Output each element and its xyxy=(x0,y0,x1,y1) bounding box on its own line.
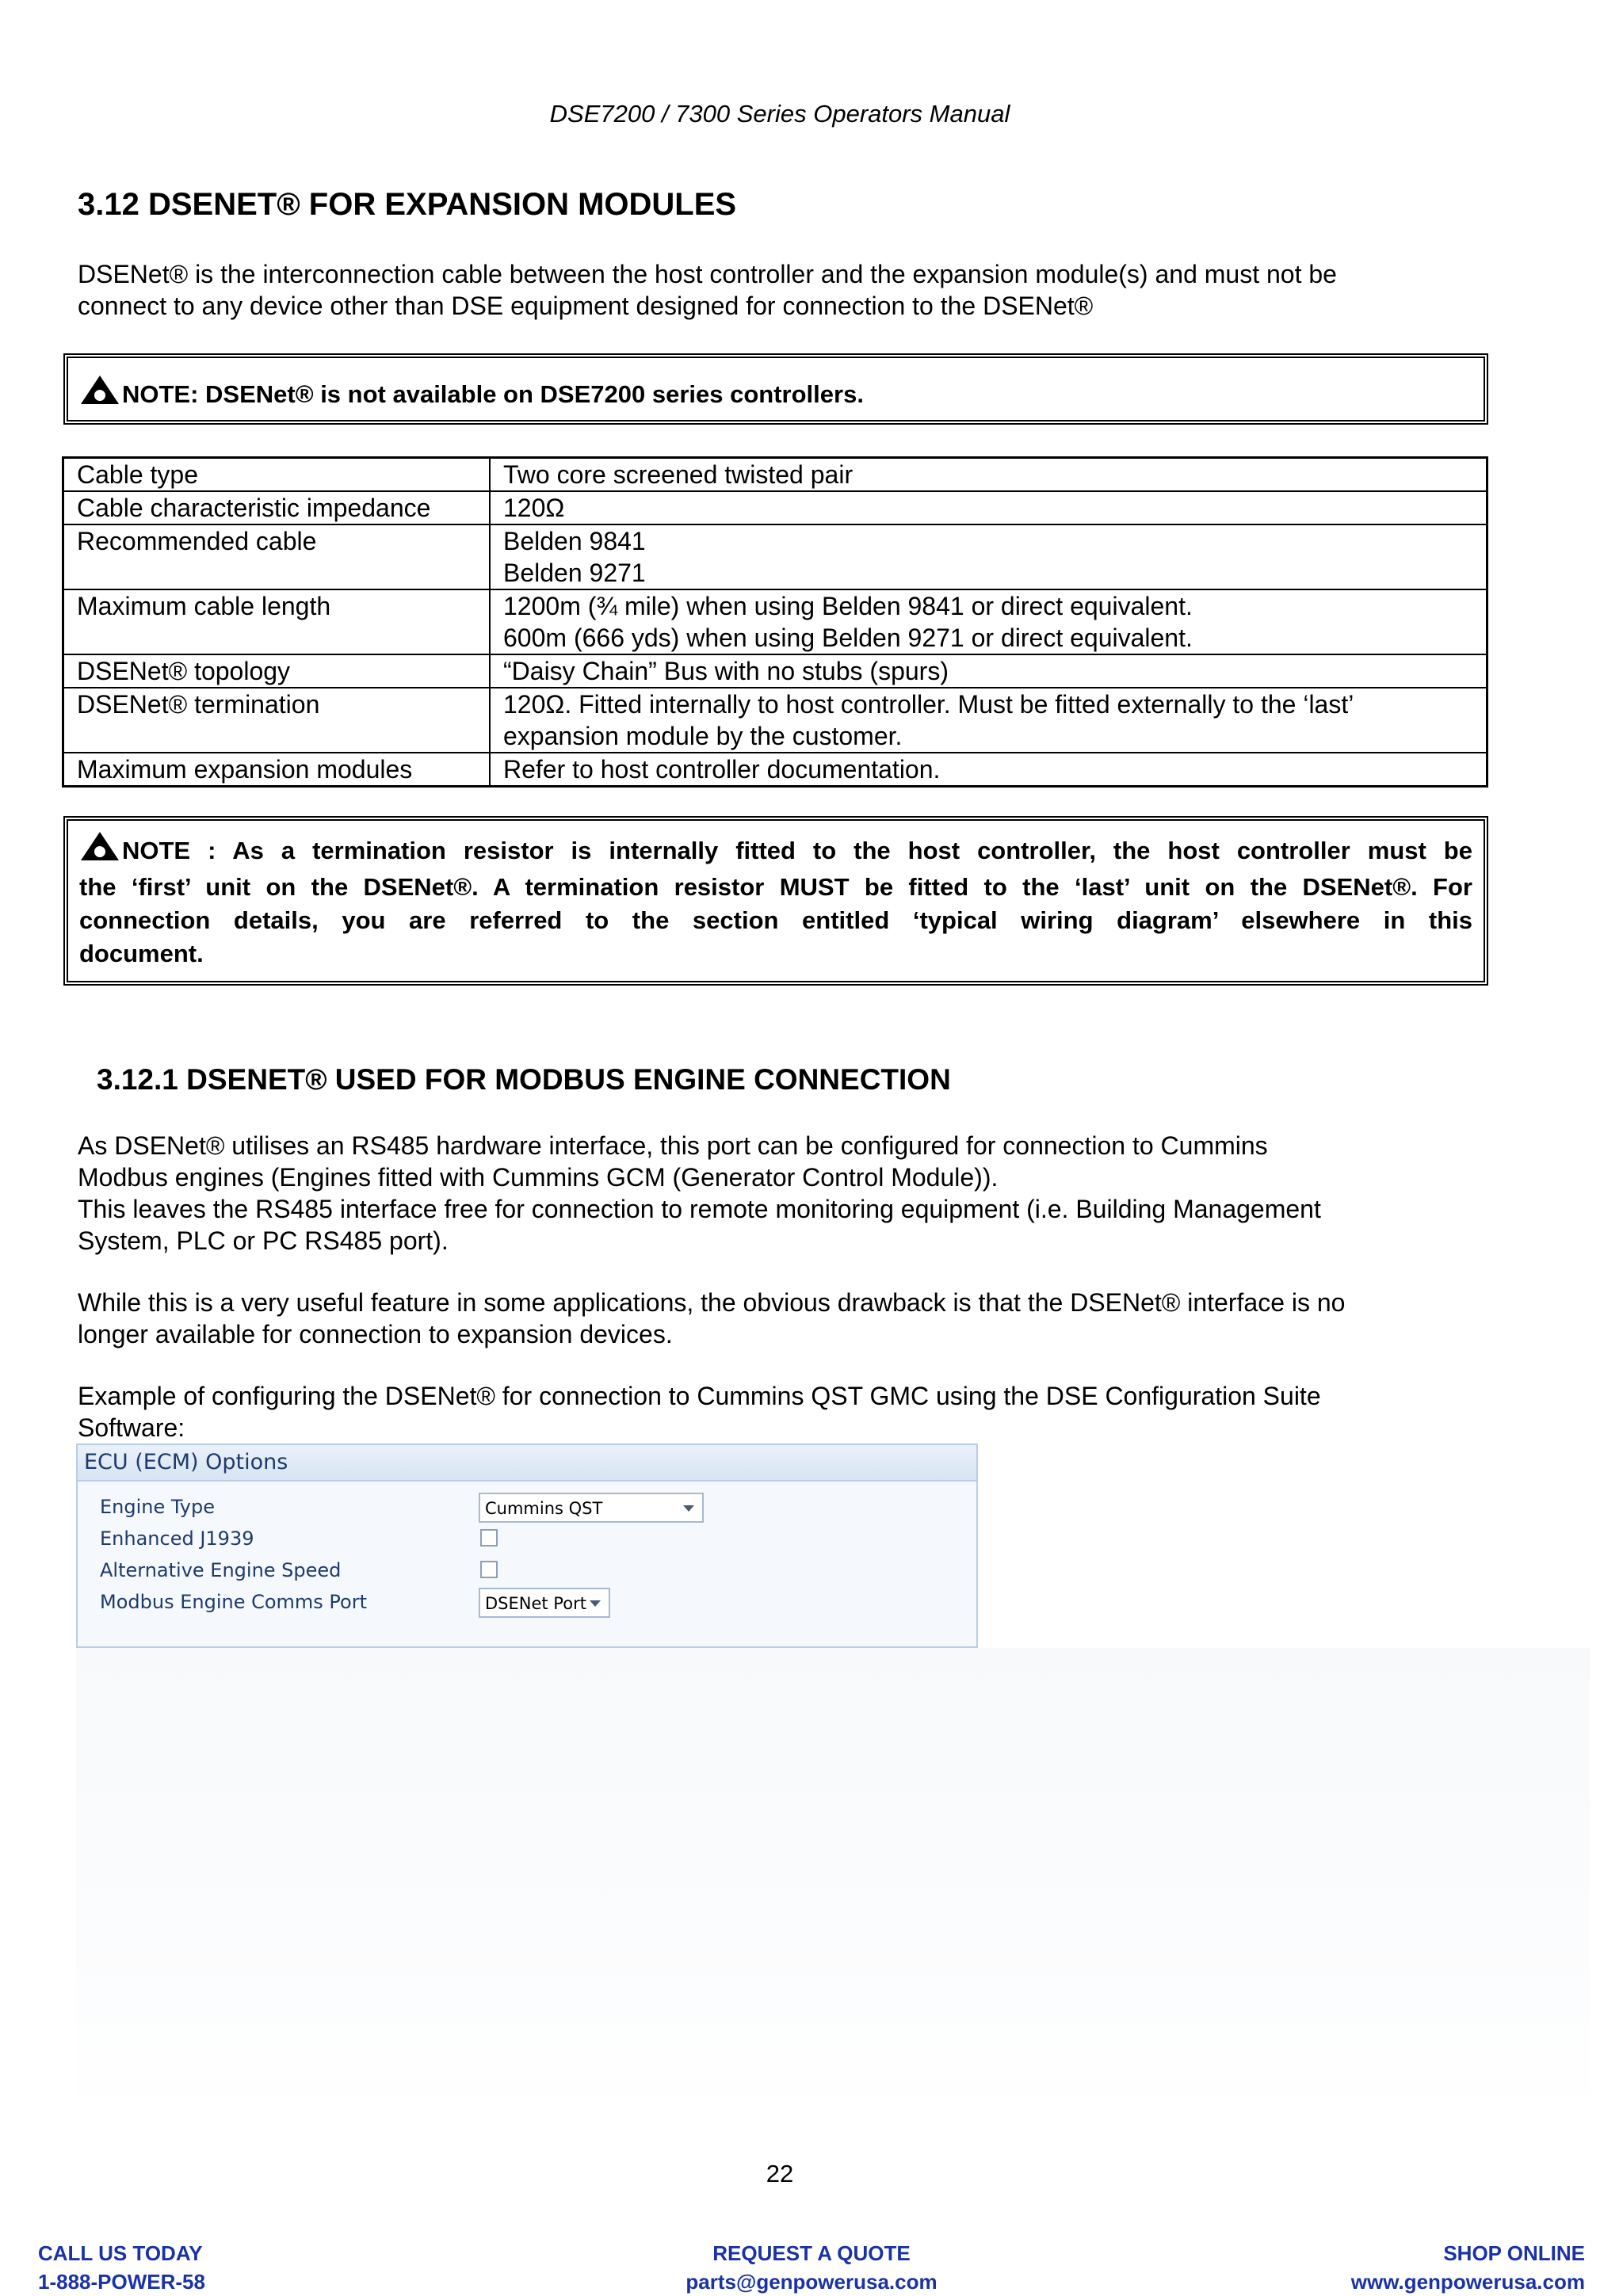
table-cell-label: Cable type xyxy=(63,458,491,492)
subsection-paragraph-2: While this is a very useful feature in some applications, the obvious drawback is that the DSENet® interface is no longer available for connection to expansion devices. xyxy=(78,1288,1346,1348)
table-cell-value xyxy=(490,589,1487,654)
chevron-down-icon xyxy=(590,1600,601,1607)
warning-icon xyxy=(79,830,120,871)
table-cell-line: Belden 9271 xyxy=(503,559,646,587)
table-cell-label: Recommended cable xyxy=(63,524,491,589)
table-row xyxy=(63,753,1487,787)
subsection-heading: 3.12.1 DSENET® USED FOR MODBUS ENGINE CONNECTION xyxy=(97,1063,951,1096)
table-row xyxy=(63,654,1487,688)
table-cell-value xyxy=(490,458,1487,492)
note-2-line: NOTE : As a termination resistor is internally fitted to the host controller, the host controller must be xyxy=(122,837,1472,864)
modbus-comms-port-select[interactable] xyxy=(479,1588,610,1618)
engine-type-value: Cummins QST xyxy=(485,1499,603,1518)
modbus-comms-port-label: Modbus Engine Comms Port xyxy=(100,1591,367,1613)
table-row xyxy=(63,458,1487,492)
dsenet-spec-table xyxy=(62,456,1488,788)
table-row xyxy=(63,491,1487,524)
table-cell-line: 1200m (¾ mile) when using Belden 9841 or direct equivalent. xyxy=(503,592,1193,620)
section-heading: 3.12 DSENET® FOR EXPANSION MODULES xyxy=(78,187,737,222)
table-cell-line: Two core screened twisted pair xyxy=(503,460,854,489)
table-cell-value xyxy=(490,524,1487,589)
enhanced-j1939-label: Enhanced J1939 xyxy=(100,1527,254,1550)
table-cell-value xyxy=(490,753,1487,787)
table-cell-label: DSENet® topology xyxy=(63,654,491,688)
table-cell-line: 120Ω xyxy=(503,494,565,522)
intro-line: connect to any device other than DSE equipment designed for connection to the DSENet® xyxy=(78,292,1094,320)
ecu-panel-header xyxy=(78,1445,976,1482)
alt-engine-speed-checkbox[interactable] xyxy=(480,1561,498,1578)
table-row xyxy=(63,589,1487,654)
website-link[interactable]: www.genpowerusa.com xyxy=(1350,2270,1585,2294)
engine-type-label: Engine Type xyxy=(100,1496,216,1518)
phone-link[interactable]: 1-888-POWER-58 xyxy=(38,2270,205,2294)
email-link[interactable]: parts@genpowerusa.com xyxy=(685,2270,938,2294)
note-2-line: connection details, you are referred to the section entitled ‘typical wiring diagram’ elsewhere in this xyxy=(79,906,1472,934)
table-cell-label: Maximum expansion modules xyxy=(63,753,491,787)
engine-type-select[interactable] xyxy=(479,1493,704,1523)
footer-shop: SHOP ONLINE www.genpowerusa.com xyxy=(1351,2239,1585,2296)
table-row xyxy=(63,524,1487,589)
table-cell-line: expansion module by the customer. xyxy=(503,722,903,750)
table-cell-label: DSENet® termination xyxy=(63,688,491,753)
screenshot-background xyxy=(76,1648,1590,2123)
running-header: DSE7200 / 7300 Series Operators Manual xyxy=(549,100,1010,128)
table-cell-value xyxy=(490,688,1487,753)
table-cell-label: Cable characteristic impedance xyxy=(63,491,491,524)
note-box-1 xyxy=(63,353,1488,425)
enhanced-j1939-checkbox[interactable] xyxy=(480,1529,498,1547)
warning-icon xyxy=(79,374,120,414)
table-cell-label: Maximum cable length xyxy=(63,589,491,654)
alt-engine-speed-label: Alternative Engine Speed xyxy=(100,1559,342,1581)
page-number: 22 xyxy=(766,2160,794,2187)
subsection-paragraph-3: Example of configuring the DSENet® for connection to Cummins QST GMC using the DSE Configuration Suite Software: xyxy=(78,1382,1321,1442)
note-2-line: document. xyxy=(79,940,204,967)
intro-line: DSENet® is the interconnection cable between the host controller and the expansion module(s) and must not be xyxy=(78,260,1337,288)
modbus-comms-port-value: DSENet Port xyxy=(485,1594,586,1613)
footer-call: CALL US TODAY 1-888-POWER-58 xyxy=(38,2239,205,2296)
table-cell-line: Refer to host controller documentation. xyxy=(503,755,941,784)
table-cell-line: Belden 9841 xyxy=(503,527,646,555)
intro-paragraph xyxy=(78,258,1337,322)
note-1-text: NOTE: DSENet® is not available on DSE7200 series controllers. xyxy=(122,380,864,408)
footer-quote: REQUEST A QUOTE parts@genpowerusa.com xyxy=(0,2239,1623,2296)
table-row xyxy=(63,688,1487,753)
note-box-2 xyxy=(63,816,1488,986)
ecu-panel-title: ECU (ECM) Options xyxy=(84,1450,288,1474)
note-2-line: the ‘first’ unit on the DSENet®. A termination resistor MUST be fitted to the ‘last’ unit on the DSENet®. For xyxy=(79,873,1472,901)
table-cell-line: 600m (666 yds) when using Belden 9271 or direct equivalent. xyxy=(503,624,1193,652)
table-cell-value xyxy=(490,654,1487,688)
ecu-options-panel xyxy=(76,1444,978,1648)
table-cell-line: 120Ω. Fitted internally to host controller. Must be fitted externally to the ‘last’ xyxy=(503,690,1354,719)
table-cell-line: “Daisy Chain” Bus with no stubs (spurs) xyxy=(503,657,949,685)
table-cell-value xyxy=(490,491,1487,524)
subsection-paragraph-1: As DSENet® utilises an RS485 hardware interface, this port can be configured for connection to Cummins Modbus engines (Engines fitted with Cummins GCM (Generator Control Module)). This leaves the RS485 interface free for connection to remote monitoring equipment (i.e. Building Management System, PLC or PC RS485 port). xyxy=(78,1131,1321,1255)
chevron-down-icon xyxy=(683,1505,694,1512)
